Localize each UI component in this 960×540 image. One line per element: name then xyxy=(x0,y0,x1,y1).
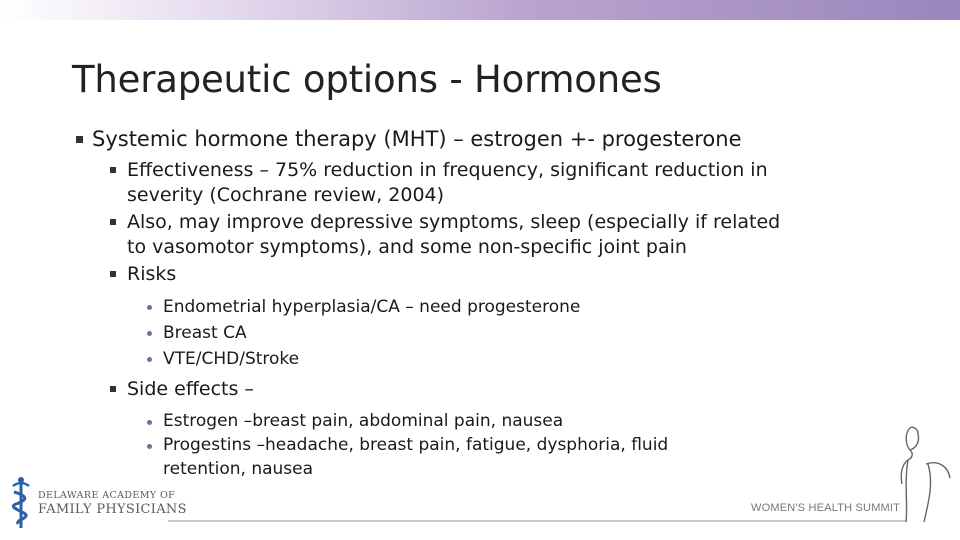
bullet-text: Estrogen –breast pain, abdominal pain, nausea xyxy=(163,411,564,431)
logo-line2: FAMILY PHYSICIANS xyxy=(38,502,187,517)
bullet-level3-risk xyxy=(147,294,796,320)
square-bullet-icon xyxy=(110,271,116,277)
bullet-text: Also, may improve depressive symptoms, sleep (especially if related to vasomotor symptoms), and some non-specific joint pain xyxy=(127,211,781,258)
square-bullet-icon xyxy=(110,167,116,173)
square-bullet-icon xyxy=(110,219,116,225)
bullet-level2-risks xyxy=(110,262,796,287)
bullet-text: Systemic hormone therapy (MHT) – estrogen +- progesterone xyxy=(92,127,742,151)
bullet-text: Side effects – xyxy=(127,378,254,400)
slide-title: Therapeutic options - Hormones xyxy=(72,58,662,101)
bullet-text: Progestins –headache, breast pain, fatigue, dysphoria, fluid retention, nausea xyxy=(163,435,669,479)
logo-line1: DELAWARE ACADEMY OF xyxy=(38,490,176,501)
square-bullet-icon xyxy=(76,136,83,143)
round-bullet-icon xyxy=(147,444,152,449)
summit-label: WOMEN'S HEALTH SUMMIT xyxy=(751,502,901,514)
square-bullet-icon xyxy=(110,386,116,392)
round-bullet-icon xyxy=(147,331,152,336)
caduceus-logo-icon xyxy=(8,476,34,530)
bullet-text: Risks xyxy=(127,263,177,285)
bullet-text: Effectiveness – 75% reduction in frequency, significant reduction in severity (Cochrane review, 2004) xyxy=(127,159,768,206)
round-bullet-icon xyxy=(147,420,152,425)
bullet-level3-side-effect xyxy=(147,433,703,481)
bullet-text: VTE/CHD/Stroke xyxy=(163,349,300,369)
bullet-level3-side-effect xyxy=(147,409,796,433)
bullet-level2-side-effects xyxy=(110,377,796,402)
footer-divider xyxy=(168,520,906,522)
bullet-level3-risk xyxy=(147,346,796,372)
round-bullet-icon xyxy=(147,305,152,310)
human-silhouette-icon xyxy=(898,424,954,524)
bullet-level3-risk xyxy=(147,320,796,346)
slide-body xyxy=(76,126,796,481)
bullet-text: Endometrial hyperplasia/CA – need progesterone xyxy=(163,297,581,317)
dafp-logo xyxy=(8,476,187,530)
round-bullet-icon xyxy=(147,357,152,362)
bullet-level2-also xyxy=(110,210,796,260)
bullet-level1 xyxy=(76,126,796,153)
bullet-text: Breast CA xyxy=(163,323,247,343)
header-band xyxy=(0,0,960,20)
bullet-level2-effectiveness xyxy=(110,158,796,208)
